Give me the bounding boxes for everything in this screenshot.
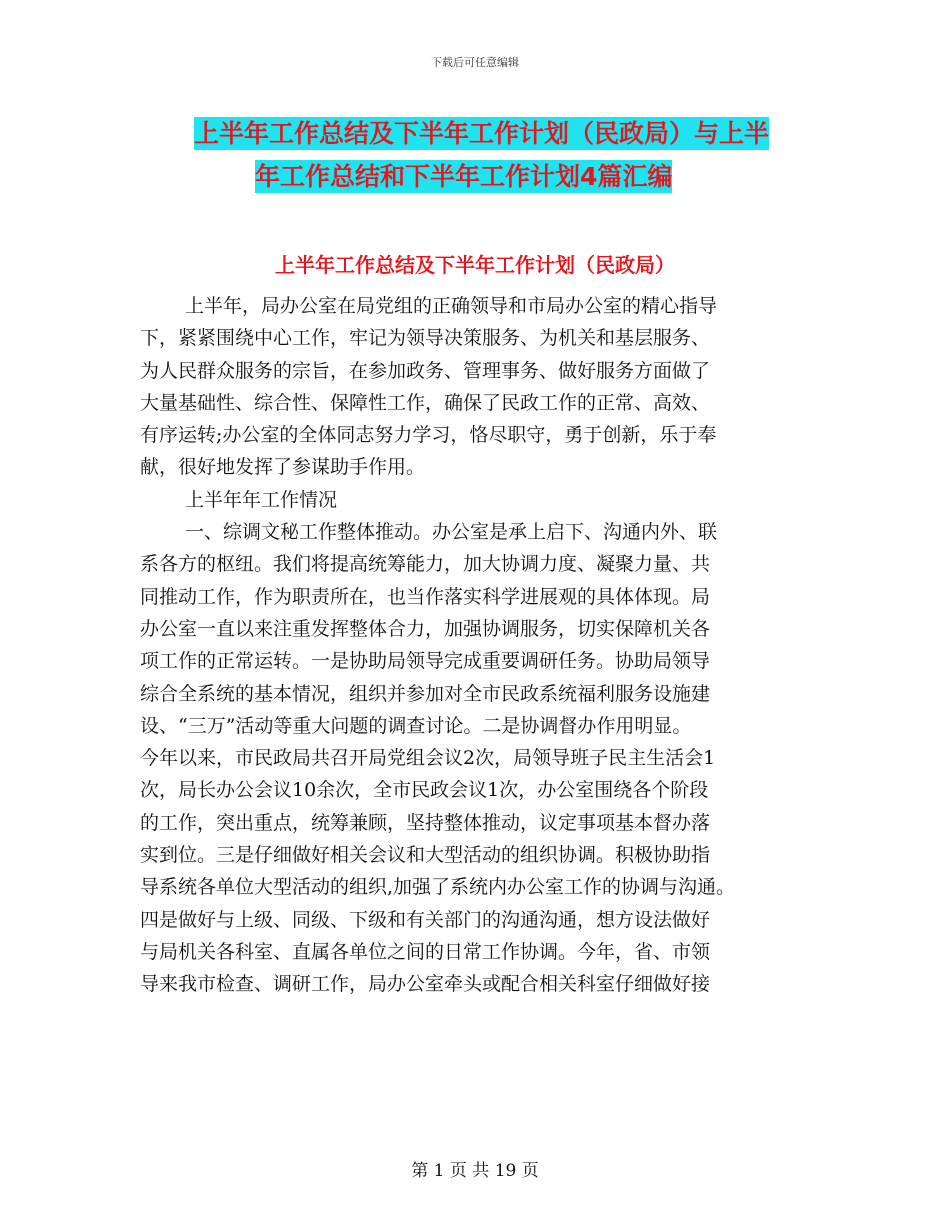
paragraph-line: 导来我市检查、调研工作，局办公室牵头或配合相关科室仔细做好接 — [140, 973, 711, 996]
paragraph-line: 上半年年工作情况 — [185, 488, 338, 511]
paragraph-line: 系各方的枢纽。我们将提高统筹能力，加大协调力度、凝聚力量、共 — [140, 553, 711, 576]
section-title: 上半年工作总结及下半年工作计划（民政局） — [275, 253, 675, 277]
paragraph-line: 一、综调文秘工作整体推动。办公室是承上启下、沟通内外、联 — [185, 521, 718, 544]
paragraph-line: 为人民群众服务的宗旨，在参加政务、管理事务、做好服务方面做了 — [140, 359, 711, 382]
paragraph-line: 下，紧紧围绕中心工作，牢记为领导决策服务、为机关和基层服务、 — [140, 327, 711, 350]
document-title-line-2: 年工作总结和下半年工作计划4篇汇编 — [255, 162, 673, 191]
paragraph-line: 大量基础性、综合性、保障性工作，确保了民政工作的正常、高效、 — [140, 391, 711, 414]
paragraph-line: 次，局长办公会议10余次，全市民政会议1次，办公室围绕各个阶段 — [140, 779, 709, 802]
paragraph-line: 综合全系统的基本情况，组织并参加对全市民政系统福利服务设施建 — [140, 682, 711, 705]
paragraph-line: 的工作，突出重点，统筹兼顾，坚持整体推动，议定事项基本督办落 — [140, 811, 711, 834]
paragraph-line: 有序运转;办公室的全体同志努力学习，恪尽职守，勇于创新，乐于奉 — [140, 424, 717, 447]
paragraph-line: 上半年，局办公室在局党组的正确领导和市局办公室的精心指导 — [185, 295, 718, 317]
header-note: 下载后可任意编辑 — [431, 56, 519, 69]
page-footer: 第 1 页 共 19 页 — [411, 1161, 539, 1181]
paragraph-line: 献，很好地发挥了参谋助手作用。 — [140, 456, 426, 479]
document-title-line-1: 上半年工作总结及下半年工作计划（民政局）与上半 — [194, 119, 770, 148]
paragraph-line: 同推动工作，作为职责所在，也当作落实科学进展观的具体体现。局 — [140, 585, 711, 608]
paragraph-line: 项工作的正常运转。一是协助局领导完成重要调研任务。协助局领导 — [140, 650, 711, 673]
body-text — [140, 290, 830, 1001]
paragraph-line: 导系统各单位大型活动的组织,加强了系统内办公室工作的协调与沟通。 — [140, 876, 736, 899]
paragraph-line: 设、“三万”活动等重大问题的调查讨论。二是协调督办作用明显。 — [140, 714, 692, 737]
paragraph-line: 四是做好与上级、同级、下级和有关部门的沟通沟通，想方设法做好 — [140, 908, 711, 931]
paragraph-line: 今年以来，市民政局共召开局党组会议2次，局领导班子民主生活会1 — [140, 747, 716, 770]
paragraph-line: 办公室一直以来注重发挥整体合力，加强协调服务，切实保障机关各 — [140, 617, 711, 640]
paragraph-line: 与局机关各科室、直属各单位之间的日常工作协调。今年，省、市领 — [140, 940, 711, 963]
document-title — [140, 112, 830, 198]
paragraph-line: 实到位。三是仔细做好相关会议和大型活动的组织协调。积极协助指 — [140, 844, 711, 867]
